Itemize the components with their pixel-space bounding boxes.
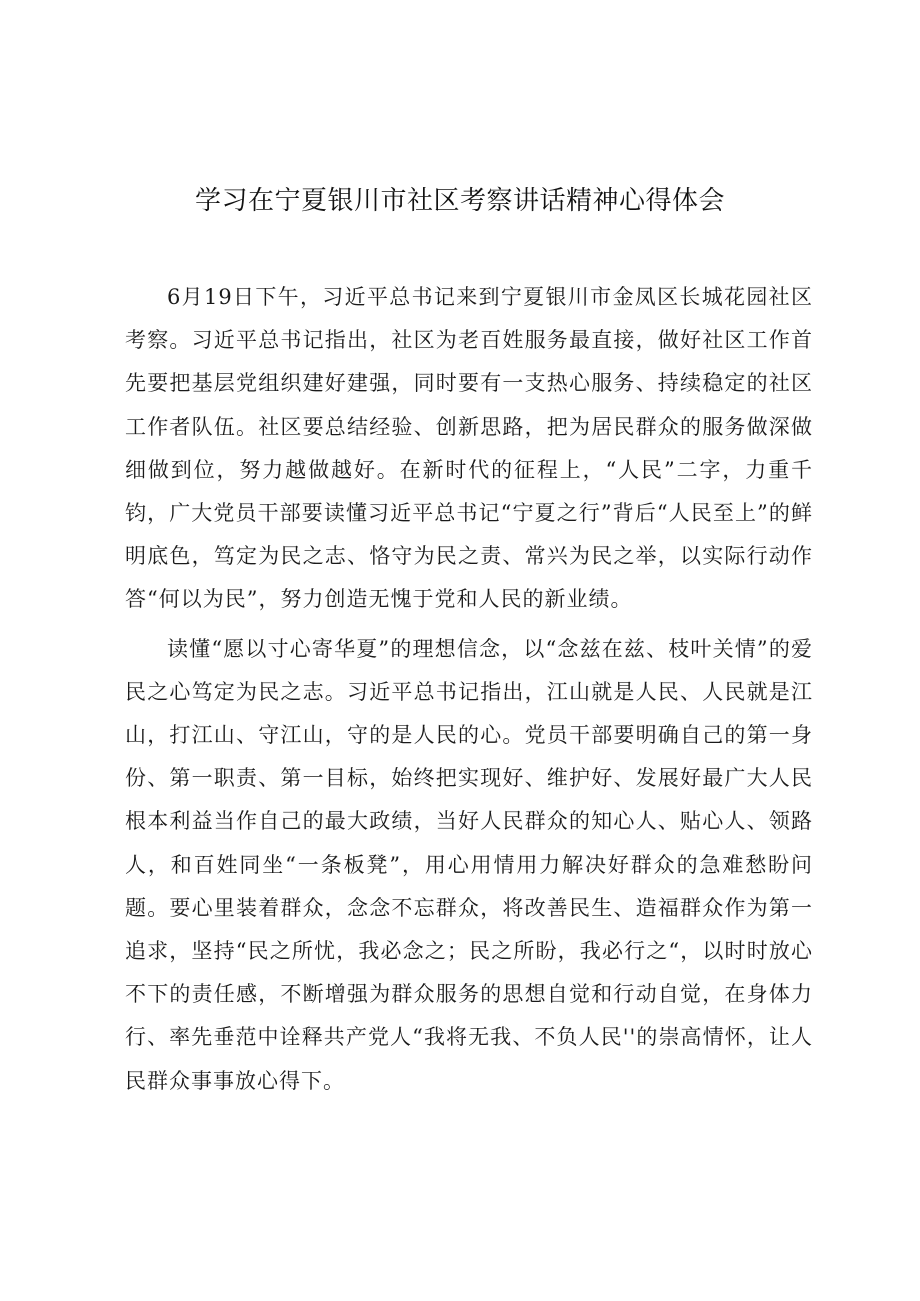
document-title: 学习在宁夏银川市社区考察讲话精神心得体会 [194, 186, 725, 216]
document-body [125, 276, 813, 1103]
paragraph-2: 读懂“愿以寸心寄华夏”的理想信念，以“念兹在兹、枝叶关情”的爱民之心笃定为民之志。习近平总书记指出，江山就是人民、人民就是江山，打江山、守江山，守的是人民的心。党员干部要明确自己的第一身份、第一职责、第一目标，始终把实现好、维护好、发展好最广大人民根本利益当作自己的最大政绩，当好人民群众的知心人、贴心人、领路人，和百姓同坐“一条板凳”，用心用情用力解决好群众的急难愁盼问题。要心里装着群众，念念不忘群众，将改善民生、造福群众作为第一追求，坚持“民之所忧，我必念之；民之所盼，我必行之“，以时时放心不下的责任感，不断增强为群众服务的思想自觉和行动自觉，在身体力行、率先垂范中诠释共产党人“我将无我、不负人民''的崇高情怀，让人民群众事事放心得下。 [125, 636, 813, 1093]
paragraph-1: 6月19日下午，习近平总书记来到宁夏银川市金凤区长城花园社区考察。习近平总书记指出，社区为老百姓服务最直接，做好社区工作首先要把基层党组织建好建强，同时要有一支热心服务、持续稳定的社区工作者队伍。社区要总结经验、创新思路，把为居民群众的服务做深做细做到位，努力越做越好。在新时代的征程上，“人民”二字，力重千钧，广大党员干部要读懂习近平总书记“宁夏之行”背后“人民至上”的鲜明底色，笃定为民之志、恪守为民之责、常兴为民之举，以实际行动作答“何以为民”，努力创造无愧于党和人民的新业绩。 [125, 285, 813, 612]
